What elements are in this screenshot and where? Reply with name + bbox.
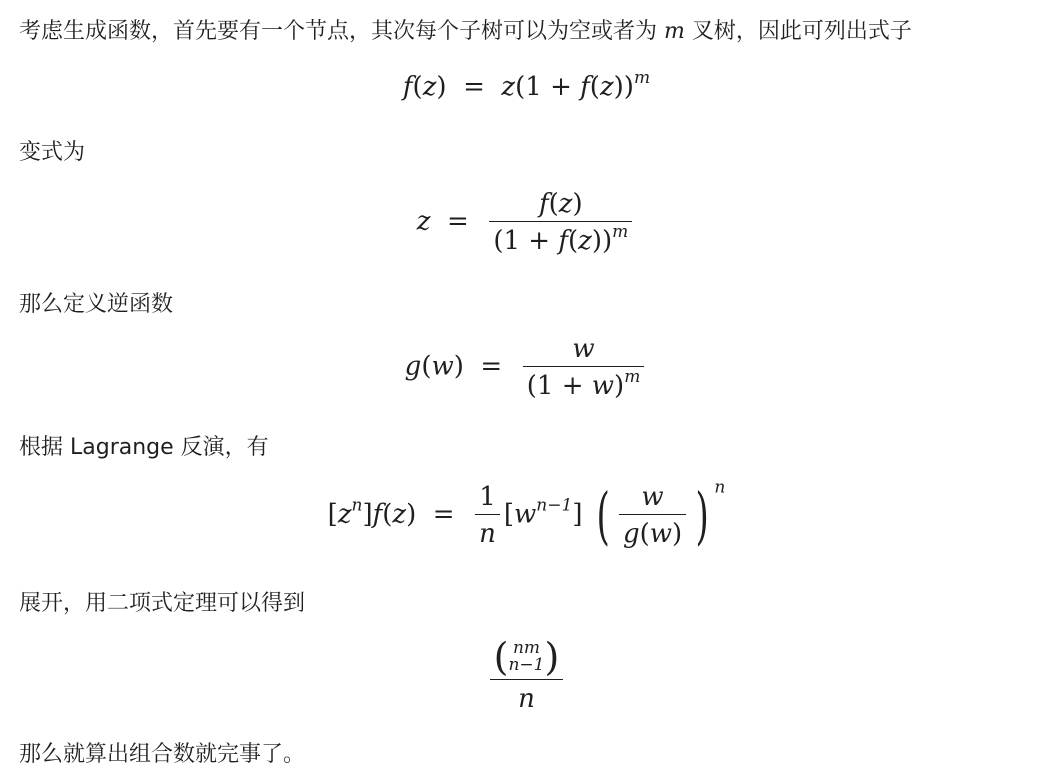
eq4-fraction-one-over-n: [475, 482, 500, 549]
paragraph-conclusion: 那么就算出组合数就完事了。: [19, 742, 306, 767]
eq5-denominator: n: [518, 684, 535, 714]
eq4-w-exp: n−1: [536, 495, 573, 516]
eq2-num-f: f: [538, 189, 549, 219]
eq3-w: w: [431, 351, 454, 382]
eq4-frac2-num: w: [619, 482, 686, 515]
eq4-frac2-den: g(w): [622, 519, 683, 549]
intro-text-after: 叉树，因此可列出式子: [691, 19, 912, 44]
eq2-den-f: f: [558, 226, 568, 256]
eq3-den-one: 1: [536, 371, 554, 401]
eq1-one: 1: [525, 72, 542, 102]
eq2-numerator: f(z): [489, 189, 632, 222]
eq4-frac-den: n: [479, 519, 496, 549]
eq4-g-w: w: [649, 519, 673, 549]
equation-inverse-function: g(w) = $\frac{w}{(1 + w)^m}$: [0, 334, 1053, 401]
eq4-right-paren: ): [695, 478, 709, 552]
eq4-z-exp-n: n: [351, 495, 363, 516]
eq3-denominator: $(1 + w)^m$: [526, 367, 641, 401]
eq1-f: f: [402, 72, 413, 102]
eq4-outer-exp-n: n: [714, 477, 726, 498]
eq1-z3: z: [599, 72, 614, 102]
eq3-den-w: w: [591, 371, 615, 401]
eq2-den-one: 1: [503, 226, 521, 256]
eq5-binom-bottom: n−1: [508, 655, 545, 675]
eq3-numerator: w: [523, 334, 645, 367]
eq4-frac-num: 1: [475, 482, 500, 515]
eq3-exponent-m: m: [624, 367, 641, 387]
eq4-f: f: [372, 499, 383, 530]
paragraph-lagrange: 根据 Lagrange 反演，有: [19, 435, 269, 460]
intro-var-m: m: [664, 19, 685, 44]
eq2-denominator: $(1 + f(z))^m$: [493, 222, 629, 256]
eq1-z2: z: [501, 72, 516, 102]
intro-text-before: 考虑生成函数，首先要有一个节点，其次每个子树可以为空或者为: [19, 19, 658, 44]
eq4-g: g: [622, 519, 640, 549]
equation-transformed: z = $\frac{f(z)}{(1 + f(z))^m}$: [0, 189, 1053, 256]
eq1-f2: f: [580, 72, 590, 102]
eq1-z: z: [422, 72, 437, 102]
paragraph-binomial: 展开，用二项式定理可以得到: [19, 591, 306, 616]
eq5-binom: [508, 640, 544, 674]
eq3-g: g: [404, 351, 422, 382]
paragraph-intro: [19, 17, 912, 47]
equation-result: [0, 635, 1053, 714]
equation-lagrange-inversion: $[z^n]f(z)$ = $\frac{1}{n}$ $[w^{n-1}]$ ( $\frac{w}{g(w)}$ ) $^n$: [327, 477, 726, 552]
eq2-num-z: z: [558, 189, 573, 219]
paragraph-transform: 变式为: [19, 140, 86, 165]
paragraph-inverse: 那么定义逆函数: [19, 292, 174, 317]
eq2-den-z: z: [578, 226, 592, 256]
equation-generating-function: $f(z) = z(1 + f(z))^m$: [402, 68, 651, 102]
eq4-left-paren: (: [596, 478, 610, 552]
eq2-z: z: [416, 206, 431, 237]
eq5-fraction: [490, 635, 564, 714]
eq4-z2: z: [392, 499, 407, 530]
eq4-w: w: [514, 499, 537, 530]
eq2-exponent-m: m: [612, 222, 629, 242]
eq4-z: z: [337, 499, 352, 530]
eq1-exponent-m: m: [633, 68, 651, 88]
eq3-fraction: [523, 334, 645, 401]
eq4-fraction-w-over-g: [619, 482, 686, 549]
eq2-fraction: [489, 189, 632, 256]
eq5-binom-top: nm: [512, 638, 541, 658]
eq5-numerator-binomial: ( nm n−1 ): [490, 638, 564, 680]
